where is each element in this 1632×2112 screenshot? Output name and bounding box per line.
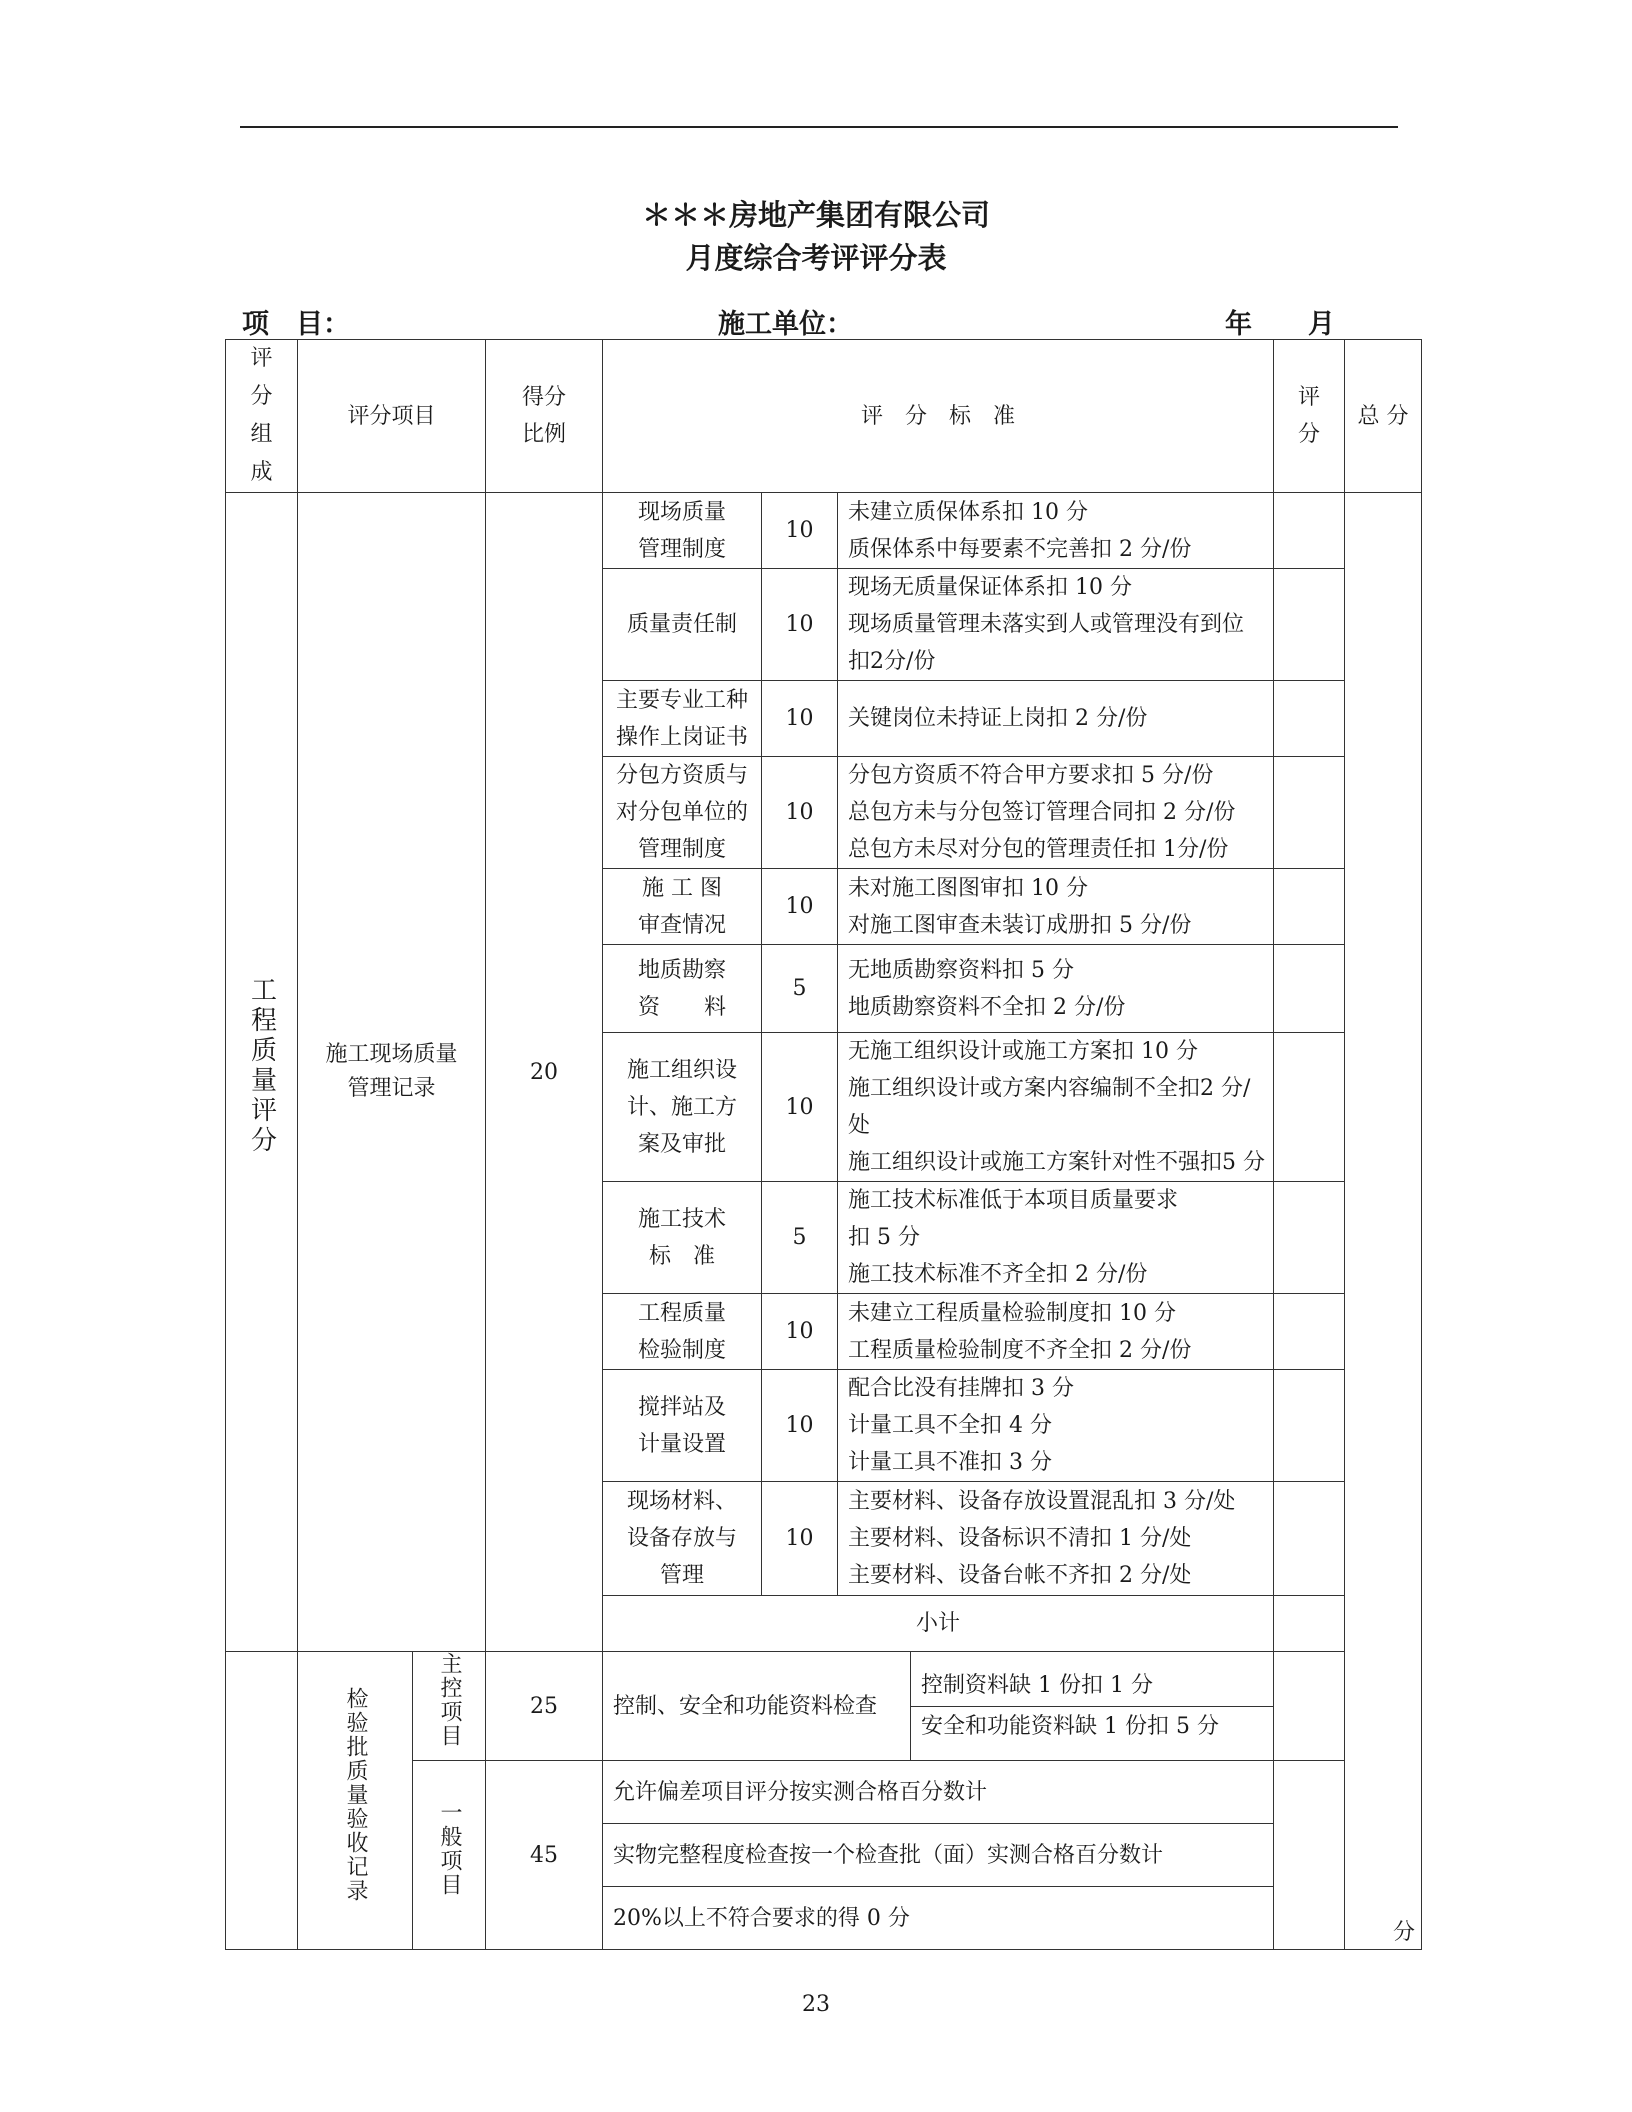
header-rule (240, 126, 1398, 128)
criteria-name: 分包方资质与 对分包单位的 管理制度 (603, 757, 762, 869)
criteria-text: 未建立工程质量检验制度扣 10 分 工程质量检验制度不齐全扣 2 分/份 (838, 1294, 1274, 1370)
criteria-text: 施工技术标准低于本项目质量要求 扣 5 分 施工技术标准不齐全扣 2 分/份 (838, 1182, 1274, 1294)
item-ratio: 20 (486, 493, 603, 1652)
general-ratio: 45 (486, 1761, 603, 1950)
composition-cell (226, 493, 298, 1652)
score-cell (1274, 1182, 1345, 1294)
criteria-text: 未对施工图图审扣 10 分 对施工图审查未装订成册扣 5 分/份 (838, 869, 1274, 945)
month-label: 月 (1308, 309, 1335, 340)
criteria-row (226, 493, 1422, 569)
inspection-group (298, 1652, 413, 1950)
score-cell (1274, 869, 1345, 945)
score-cell (1274, 493, 1345, 569)
criteria-text: 主要材料、设备存放设置混乱扣 3 分/处 主要材料、设备标识不清扣 1 分/处 主要材料、设备台帐不齐扣 2 分/处 (838, 1482, 1274, 1596)
score-cell (1274, 569, 1345, 681)
criteria-points: 10 (762, 1370, 838, 1482)
header-row (226, 340, 1422, 493)
general-score (1274, 1761, 1345, 1950)
criteria-points: 10 (762, 1033, 838, 1182)
general-label: 一般项目 (413, 1761, 486, 1950)
company-name: ＊＊＊房地产集团有限公司 (641, 198, 990, 232)
general-criteria: 20%以上不符合要求的得 0 分 (603, 1887, 1274, 1950)
criteria-text: 无地质勘察资料扣 5 分 地质勘察资料不全扣 2 分/份 (838, 945, 1274, 1033)
criteria-points: 5 (762, 945, 838, 1033)
criteria-points: 5 (762, 1182, 838, 1294)
score-cell (1274, 757, 1345, 869)
criteria-name: 现场质量 管理制度 (603, 493, 762, 569)
subtotal-score (1274, 1596, 1345, 1652)
total-cell (1345, 493, 1422, 1950)
main-control-item: 控制、安全和功能资料检查 (603, 1652, 911, 1761)
criteria-points: 10 (762, 757, 838, 869)
criteria-text: 配合比没有挂牌扣 3 分 计量工具不全扣 4 分 计量工具不准扣 3 分 (838, 1370, 1274, 1482)
col-composition: 评 分 组 成 (226, 340, 298, 493)
criteria-name: 搅拌站及 计量设置 (603, 1370, 762, 1482)
score-cell (1274, 1482, 1345, 1596)
criteria-name: 质量责任制 (603, 569, 762, 681)
criteria-points: 10 (762, 869, 838, 945)
criteria-name: 施工组织设 计、施工方 案及审批 (603, 1033, 762, 1182)
col-total: 总 分 (1345, 340, 1422, 493)
year-label: 年 (1225, 309, 1252, 340)
item-cell (298, 493, 486, 1652)
criteria-text: 未建立质保体系扣 10 分 质保体系中每要素不完善扣 2 分/份 (838, 493, 1274, 569)
total-suffix: 分 (1393, 1920, 1416, 1945)
score-cell (1274, 945, 1345, 1033)
general-criteria: 实物完整程度检查按一个检查批（面）实测合格百分数计 (603, 1824, 1274, 1887)
inspection-group-label: 检验批质量验收记录 (343, 1686, 368, 1903)
score-cell (1274, 1294, 1345, 1370)
blank-cell (226, 1652, 298, 1950)
criteria-text: 现场无质量保证体系扣 10 分 现场质量管理未落实到人或管理没有到位 扣2分/份 (838, 569, 1274, 681)
criteria-points: 10 (762, 681, 838, 757)
main-control-ratio: 25 (486, 1652, 603, 1761)
criteria-text: 无施工组织设计或施工方案扣 10 分 施工组织设计或方案内容编制不全扣2 分/处 施工组织设计或施工方案针对性不强扣5 分 (838, 1033, 1274, 1182)
criteria-points: 10 (762, 1482, 838, 1596)
score-cell (1274, 1370, 1345, 1482)
criteria-points: 10 (762, 493, 838, 569)
unit-label: 施工单位： (718, 309, 853, 340)
composition-label: 工程质量评分 (246, 976, 277, 1156)
subtotal-label: 小计 (603, 1596, 1274, 1652)
score-cell (1274, 1033, 1345, 1182)
form-title: 月度综合考评评分表 (685, 241, 947, 275)
score-table (225, 339, 1422, 1950)
main-control-label: 主控项目 (413, 1652, 486, 1761)
criteria-name: 主要专业工种 操作上岗证书 (603, 681, 762, 757)
criteria-text: 分包方资质不符合甲方要求扣 5 分/份 总包方未与分包签订管理合同扣 2 分/份 总包方未尽对分包的管理责任扣 1分/份 (838, 757, 1274, 869)
criteria-points: 10 (762, 569, 838, 681)
criteria-name: 地质勘察 资 料 (603, 945, 762, 1033)
criteria-name: 施工技术 标 准 (603, 1182, 762, 1294)
criteria-name: 施 工 图 审查情况 (603, 869, 762, 945)
main-control-row (226, 1652, 1422, 1761)
col-score: 评 分 (1274, 340, 1345, 493)
item-label: 施工现场质量管理记录 (325, 1042, 458, 1101)
main-control-score (1274, 1652, 1345, 1761)
criteria-text: 关键岗位未持证上岗扣 2 分/份 (838, 681, 1274, 757)
general-criteria: 允许偏差项目评分按实测合格百分数计 (603, 1761, 1274, 1824)
main-control-criteria: 控制资料缺 1 份扣 1 分 安全和功能资料缺 1 份扣 5 分 (911, 1652, 1274, 1761)
page-number: 23 (802, 1992, 830, 2017)
score-cell (1274, 681, 1345, 757)
criteria-points: 10 (762, 1294, 838, 1370)
criteria-name: 现场材料、 设备存放与 管理 (603, 1482, 762, 1596)
criteria-name: 工程质量 检验制度 (603, 1294, 762, 1370)
col-ratio: 得分 比例 (486, 340, 603, 493)
project-label: 项 目： (242, 309, 350, 340)
col-standard: 评 分 标 准 (603, 340, 1274, 493)
col-item: 评分项目 (298, 340, 486, 493)
